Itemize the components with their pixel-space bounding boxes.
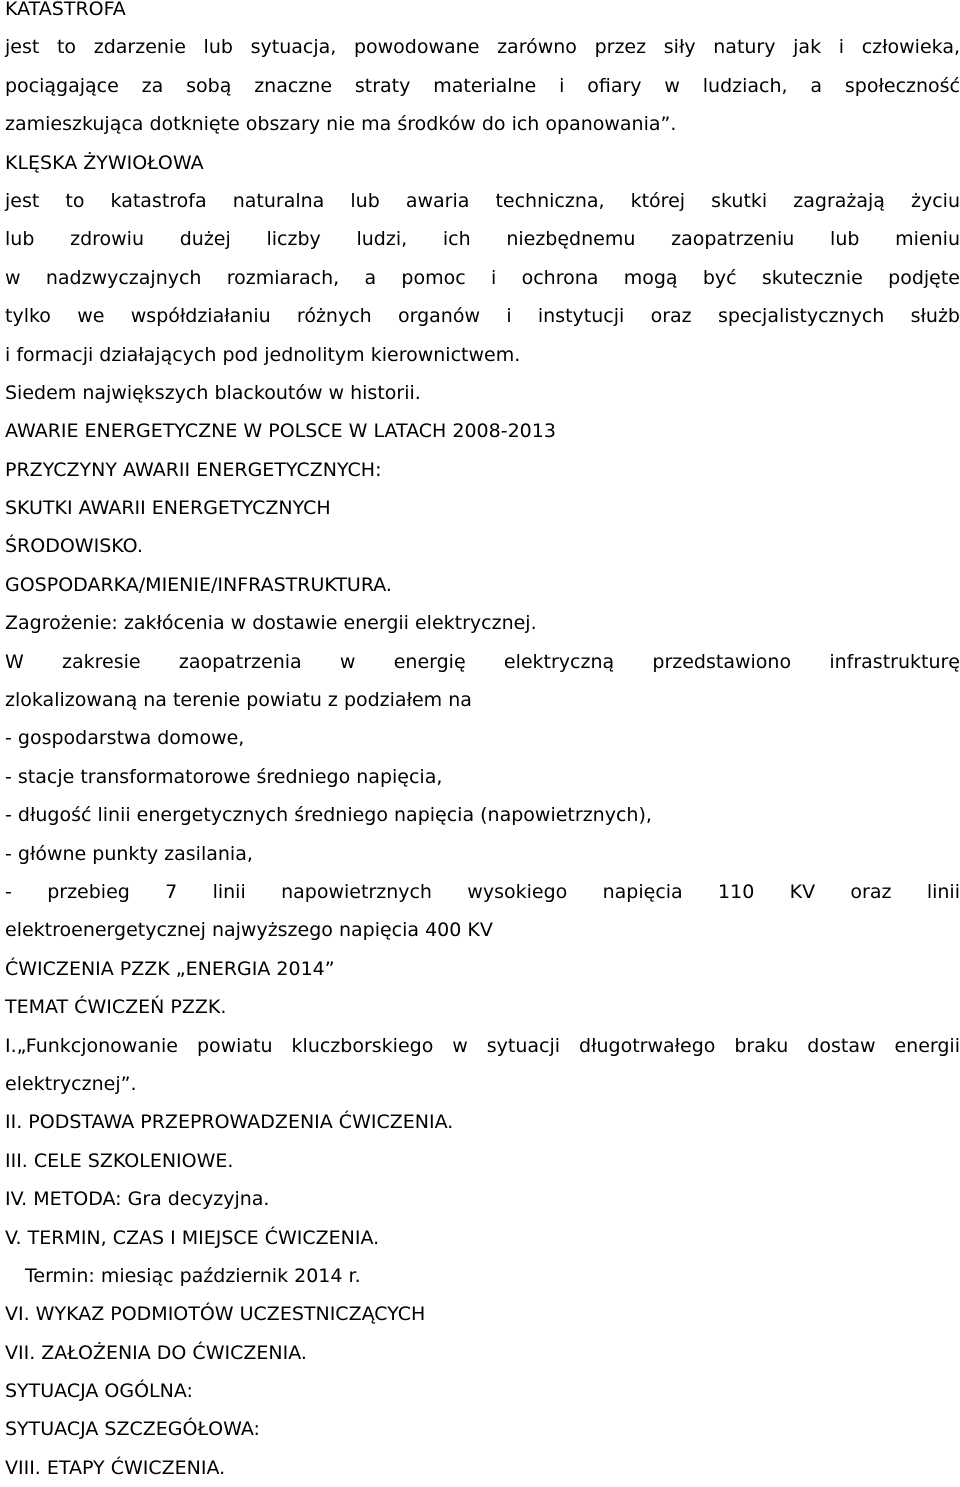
- text-line: zamieszkująca dotknięte obszary nie ma środków do ich opanowania”.: [5, 113, 677, 136]
- text-line: - przebieg 7 linii napowietrznych wysokiego napięcia 110 KV oraz linii: [5, 880, 960, 903]
- text-line: KATASTROFA: [5, 0, 126, 20]
- text-line: V. TERMIN, CZAS I MIEJSCE ĆWICZENIA.: [5, 1226, 380, 1249]
- text-line: SYTUACJA OGÓLNA:: [5, 1380, 193, 1403]
- text-line: SKUTKI AWARII ENERGETYCZNYCH: [5, 497, 331, 520]
- text-line: AWARIE ENERGETYCZNE W POLSCE W LATACH 2008-2013: [5, 420, 556, 443]
- text-line: II. PODSTAWA PRZEPROWADZENIA ĆWICZENIA.: [5, 1111, 454, 1134]
- text-line: tylko we współdziałaniu różnych organów i instytucji oraz specjalistycznych służb: [5, 305, 960, 328]
- text-line: w nadzwyczajnych rozmiarach, a pomoc i ochrona mogą być skutecznie podjęte: [5, 266, 960, 289]
- text-line: IV. METODA: Gra decyzyjna.: [5, 1188, 270, 1211]
- text-line: TEMAT ĆWICZEŃ PZZK.: [5, 996, 227, 1019]
- text-line: zlokalizowaną na terenie powiatu z podziałem na: [5, 689, 472, 712]
- text-line: VI. WYKAZ PODMIOTÓW UCZESTNICZĄCYCH: [5, 1303, 426, 1326]
- text-line: elektrycznej”.: [5, 1072, 137, 1095]
- text-line: SYTUACJA SZCZEGÓŁOWA:: [5, 1418, 260, 1441]
- text-line: KLĘSKA ŻYWIOŁOWA: [5, 151, 204, 174]
- text-line: ŚRODOWISKO.: [5, 535, 143, 558]
- text-line: lub zdrowiu dużej liczby ludzi, ich niezbędnemu zaopatrzeniu lub mieniu: [5, 228, 960, 251]
- text-line: PRZYCZYNY AWARII ENERGETYCZNYCH:: [5, 458, 382, 481]
- text-line: Termin: miesiąc październik 2014 r.: [25, 1264, 361, 1287]
- text-line: i formacji działających pod jednolitym kierownictwem.: [5, 343, 521, 366]
- text-line: VIII. ETAPY ĆWICZENIA.: [5, 1456, 226, 1479]
- text-line: jest to zdarzenie lub sytuacja, powodowane zarówno przez siły natury jak i człowieka,: [5, 36, 960, 59]
- text-line: W zakresie zaopatrzenia w energię elektryczną przedstawiono infrastrukturę: [5, 650, 960, 673]
- text-line: I.„Funkcjonowanie powiatu kluczborskiego w sytuacji długotrwałego braku dostaw energii: [5, 1034, 960, 1057]
- text-line: ĆWICZENIA PZZK „ENERGIA 2014”: [5, 957, 335, 980]
- text-line: Siedem największych blackoutów w historii.: [5, 381, 421, 404]
- text-line: Zagrożenie: zakłócenia w dostawie energii elektrycznej.: [5, 612, 537, 635]
- text-line: elektroenergetycznej najwyższego napięcia 400 KV: [5, 919, 493, 942]
- text-line: - stacje transformatorowe średniego napięcia,: [5, 765, 443, 788]
- text-line: - gospodarstwa domowe,: [5, 727, 245, 750]
- text-line: GOSPODARKA/MIENIE/INFRASTRUKTURA.: [5, 573, 392, 596]
- text-line: - długość linii energetycznych średniego napięcia (napowietrznych),: [5, 804, 652, 827]
- text-line: III. CELE SZKOLENIOWE.: [5, 1149, 234, 1172]
- text-line: jest to katastrofa naturalna lub awaria techniczna, której skutki zagrażają życiu: [5, 189, 960, 212]
- text-line: pociągające za sobą znaczne straty materialne i ofiary w ludziach, a społeczność: [5, 74, 960, 97]
- text-line: VII. ZAŁOŻENIA DO ĆWICZENIA.: [5, 1341, 307, 1364]
- text-line: - główne punkty zasilania,: [5, 842, 253, 865]
- document-page: [5, 0, 960, 1487]
